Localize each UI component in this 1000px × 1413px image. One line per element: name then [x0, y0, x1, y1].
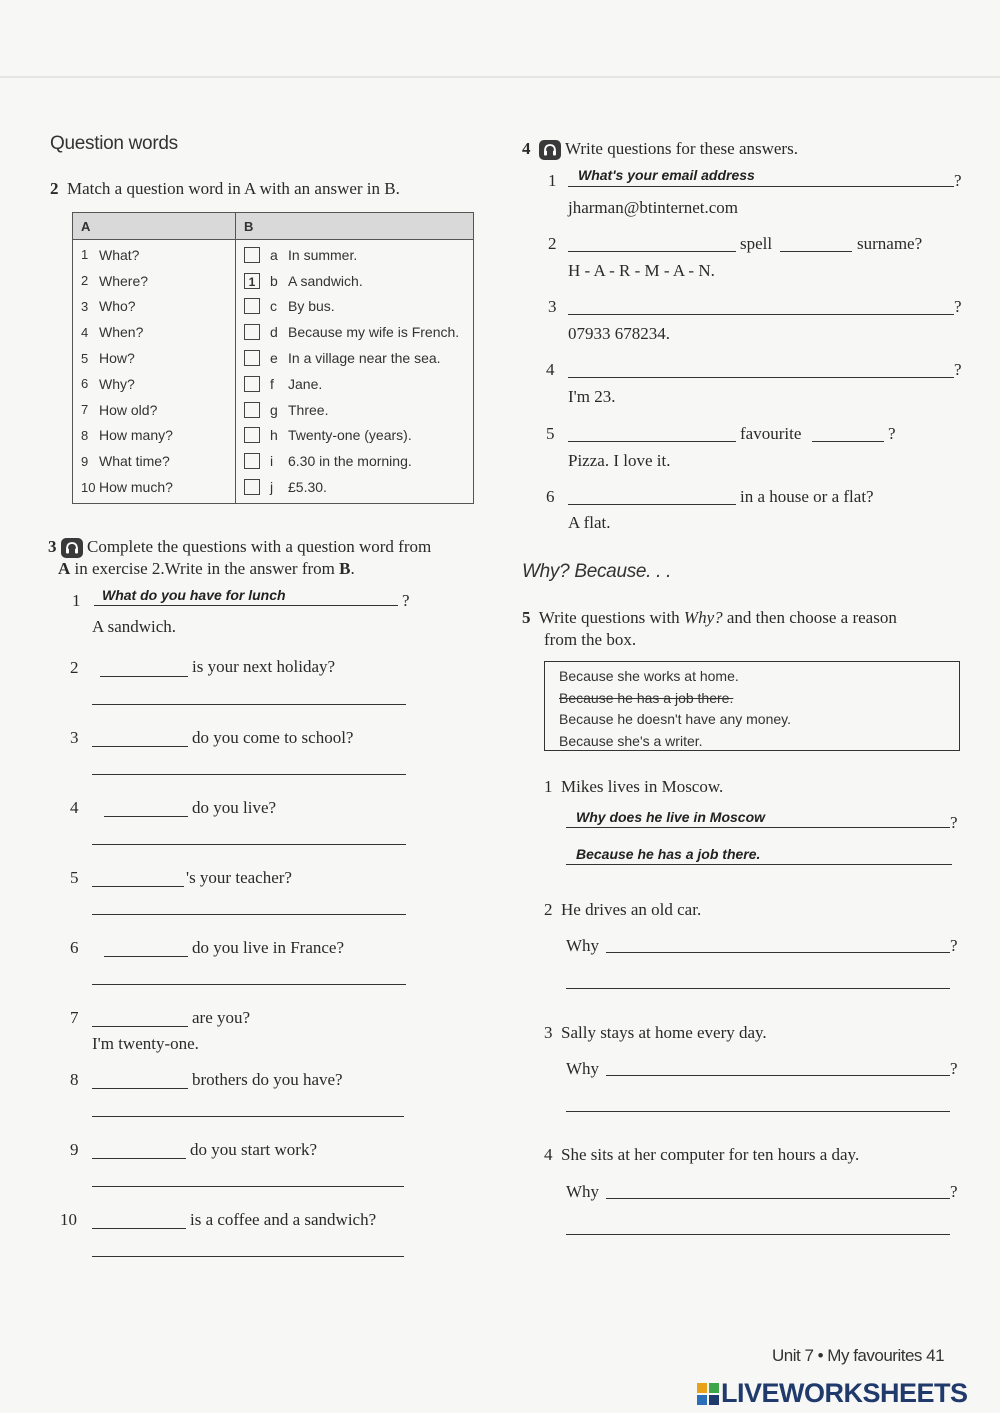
page-footer: Unit 7 • My favourites 41 — [772, 1346, 945, 1365]
column-b-header: B — [236, 213, 474, 240]
blank[interactable] — [92, 1010, 188, 1027]
q-number: 4 — [70, 798, 79, 817]
answer-line[interactable] — [92, 1240, 404, 1257]
answer-line[interactable] — [92, 828, 406, 845]
answer-line[interactable] — [566, 972, 950, 989]
answer-box[interactable] — [244, 324, 260, 340]
a-item: 4 When? — [81, 324, 144, 341]
column-a — [73, 240, 236, 504]
ex2-instruction-text: Match a question word in A with an answer in B. — [67, 179, 400, 198]
top-rule — [0, 76, 1000, 78]
blank[interactable] — [92, 1212, 186, 1229]
q-number: 4 — [546, 360, 555, 379]
q-number: 2 — [70, 658, 79, 677]
answer-line[interactable] — [566, 1218, 950, 1235]
answer-box[interactable] — [244, 479, 260, 495]
blank[interactable] — [568, 488, 736, 505]
filled-reason: Because he has a job there. — [576, 846, 761, 862]
answer-line[interactable] — [92, 898, 406, 915]
q-number: 1 — [72, 591, 81, 610]
a-item: 10 How much? — [81, 479, 173, 496]
worksheet-page: Question words 2 Match a question word in A with an answer in B. A B 1 What? 2 Where? 3 Who? 4 When? 5 How? 6 Why? 7 How old? 8 How many? 9 What time? 10 How much? a In summer. 1 b A sandwich. c By bus. d Because my wife is French. e In a village near the sea. f Jane. g Three. h Twenty-one (years). i 6.30 in the morning. j £5.30. 3 Complete the questions with a question word from A in exercise 2.Write in the answer from B. 1 What do you have for lunch ? A sandwich. 2 is your next holiday? 3 do you come to school? 4 do you live? 5 's your teacher? 6 do you live in France? 7 are you? I'm twenty-one. 8 brothers do you have? 9 do you start work? 10 is a coffee and a sandwich? 4 Write questions for these answers. 1 What's your email address ? jharman@btinternet.com 2 spell surname? H - A - R - M - A - N. 3 ? 07933 678234. 4 ? I'm 23. 5 favourite ? Pizza. I love it. 6 in a house or a flat? A flat. Why? Because. . . 5 Write questions with Why? and then choose a reason from the box. Because she works at home. Because he has a job there. Because he doesn't have any money. Because she's a writer. 1 Mikes lives in Moscow. Why does he live in Moscow ? Because he has a job there. 2 He drives an old car. Why ? 3 Sally stays at home every day. Why ? 4 She sits at her computer for ten hours a day. Why ? Unit 7 • My favourites 41 LIVEWORKSHEETS — [0, 0, 1000, 1413]
logo-text: LIVEWORKSHEETS — [721, 1378, 968, 1408]
answer-box[interactable] — [244, 453, 260, 469]
blank[interactable] — [104, 940, 188, 957]
column-a-header: A — [73, 213, 236, 240]
blank[interactable] — [104, 800, 188, 817]
blank[interactable] — [92, 1142, 186, 1159]
reason-item: Because she's a writer. — [559, 732, 703, 749]
answer-box[interactable] — [244, 247, 260, 263]
b-item: a In summer. — [244, 242, 465, 268]
matching-table — [72, 212, 474, 504]
audio-icon[interactable] — [539, 140, 561, 160]
a-item: 2 Where? — [81, 272, 149, 289]
answer-line[interactable] — [606, 936, 950, 953]
q-number: 6 — [70, 938, 79, 957]
answer-text: A sandwich. — [92, 617, 177, 636]
filled-answer: What do you have for lunch — [102, 587, 286, 603]
b-item: i 6.30 in the morning. — [244, 448, 465, 474]
liveworksheets-logo[interactable] — [697, 1378, 968, 1409]
ex5-number: 5 — [522, 608, 531, 627]
section-title-why-because: Why? Because. . . — [522, 561, 672, 582]
answer-box[interactable] — [244, 298, 260, 314]
answer-line[interactable] — [92, 688, 406, 705]
blank[interactable] — [780, 235, 852, 252]
filled-answer: Why does he live in Moscow — [576, 809, 766, 825]
blank[interactable] — [100, 660, 188, 677]
answer-line[interactable] — [568, 361, 954, 378]
q-number: 1 — [548, 171, 557, 190]
answer-box[interactable] — [244, 376, 260, 392]
answer-box[interactable] — [244, 402, 260, 418]
answer-line[interactable] — [92, 758, 406, 775]
answer-line[interactable] — [92, 1100, 404, 1117]
b-item: 1 b A sandwich. — [244, 268, 465, 294]
ex4-instruction: 4 Write questions for these answers. — [522, 139, 798, 160]
answer-text: Pizza. I love it. — [568, 451, 671, 470]
a-item: 8 How many? — [81, 427, 173, 444]
q-number: 5 — [70, 868, 79, 887]
q-number: 10 — [60, 1210, 77, 1229]
audio-icon[interactable] — [61, 538, 83, 558]
a-item: 9 What time? — [81, 453, 170, 470]
ex3-instruction: 3 Complete the questions with a question word from A in exercise 2.Write in the answer from B. — [48, 537, 432, 579]
b-item: g Three. — [244, 397, 465, 423]
b-item: c By bus. — [244, 294, 465, 320]
ex5-instruction: 5 Write questions with Why? and then choose a reason from the box. — [522, 608, 897, 649]
answer-text: A flat. — [568, 513, 611, 532]
answer-line[interactable] — [568, 298, 954, 315]
answer-text: 07933 678234. — [568, 324, 670, 343]
answer-line[interactable] — [606, 1059, 950, 1076]
statement: 3 Sally stays at home every day. — [544, 1023, 767, 1042]
q-number: 9 — [70, 1140, 79, 1159]
q-number: 3 — [548, 297, 557, 316]
answer-text: I'm twenty-one. — [92, 1034, 199, 1053]
statement: 1 Mikes lives in Moscow. — [544, 777, 724, 796]
blank[interactable] — [568, 425, 736, 442]
reason-box — [544, 661, 960, 751]
answer-box[interactable] — [244, 350, 260, 366]
reason-item: Because he doesn't have any money. — [559, 711, 792, 727]
a-item: 6 Why? — [81, 375, 135, 392]
blank[interactable] — [92, 1072, 188, 1089]
ex2-instruction — [50, 179, 400, 199]
answer-text: I'm 23. — [568, 387, 616, 406]
a-item: 3 Who? — [81, 298, 136, 315]
answer-line[interactable] — [606, 1182, 950, 1199]
blank[interactable] — [568, 235, 736, 252]
answer-box[interactable]: 1 — [244, 273, 260, 289]
blank[interactable] — [92, 870, 184, 887]
reason-item: Because she works at home. — [559, 668, 739, 684]
a-item: 1 What? — [81, 246, 140, 263]
q-number: 3 — [70, 728, 79, 747]
b-item: e In a village near the sea. — [244, 345, 465, 371]
answer-line[interactable] — [92, 968, 406, 985]
b-item: j £5.30. — [244, 474, 465, 500]
a-item: 7 How old? — [81, 401, 158, 418]
b-item: h Twenty-one (years). — [244, 423, 465, 449]
answer-line[interactable] — [566, 1095, 950, 1112]
blank[interactable] — [812, 425, 884, 442]
q-number: 7 — [70, 1008, 79, 1027]
reason-item-used: Because he has a job there. — [559, 689, 734, 706]
column-b — [236, 240, 474, 504]
statement: 4 She sits at her computer for ten hours a day. — [544, 1145, 860, 1164]
b-item: d Because my wife is French. — [244, 319, 465, 345]
answer-line[interactable] — [92, 1170, 404, 1187]
answer-text: jharman@btinternet.com — [568, 198, 739, 217]
ex3-number: 3 — [48, 537, 57, 556]
ex2-number: 2 — [50, 179, 59, 198]
b-item: f Jane. — [244, 371, 465, 397]
answer-text: H - A - R - M - A - N. — [568, 261, 715, 280]
a-item: 5 How? — [81, 350, 135, 367]
q-number: 6 — [546, 487, 555, 506]
q-number: 5 — [546, 424, 555, 443]
q-number: 8 — [70, 1070, 79, 1089]
ex4-number: 4 — [522, 139, 531, 158]
filled-answer: What's your email address — [578, 167, 755, 183]
statement: 2 He drives an old car. — [544, 900, 702, 919]
q-number: 2 — [548, 234, 557, 253]
logo-icon — [697, 1381, 719, 1403]
section-title-question-words: Question words — [50, 133, 178, 154]
blank[interactable] — [92, 730, 188, 747]
answer-box[interactable] — [244, 427, 260, 443]
